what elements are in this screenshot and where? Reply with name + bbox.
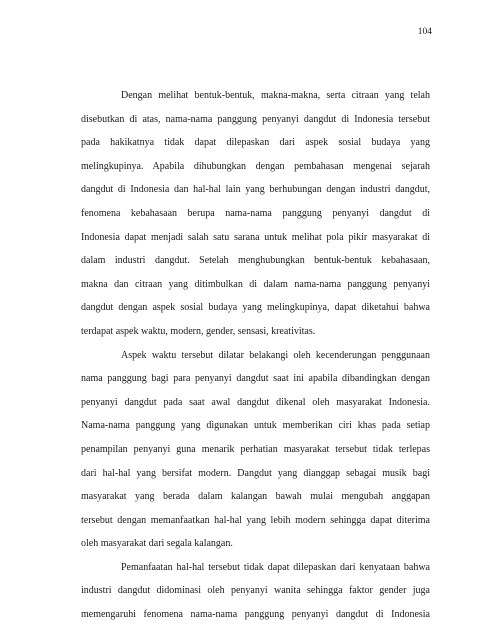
text-line: makna dan citraan yang ditimbulkan di dalam nama-nama panggung penyanyi [81, 278, 430, 290]
text-line: terdapat aspek waktu, modern, gender, sensasi, kreativitas. [81, 325, 316, 337]
text-line: penampilan penyanyi guna menarik perhatian masyarakat tersebut tidak terlepas [81, 443, 430, 455]
text-line: pada hakikatnya tidak dapat dilepaskan dari aspek sosial budaya yang [81, 137, 430, 149]
text-line: industri dangdut didominasi oleh penyanyi wanita sehingga faktor gender juga [81, 585, 430, 597]
text-line: Indonesia dapat menjadi salah satu sarana untuk melihat pola pikir masyarakat di [81, 231, 430, 243]
text-line: dangdut di Indonesia dan hal-hal lain yang berhubungan dengan industri dangdut, [81, 184, 430, 196]
text-line: Pemanfaatan hal-hal tersebut tidak dapat dilepaskan dari kenyataan bahwa [121, 561, 430, 573]
text-line: penyanyi dangdut pada saat awal dangdut dikenal oleh masyarakat Indonesia. [81, 396, 430, 408]
text-line: nama panggung bagi para penyanyi dangdut saat ini apabila dibandingkan dengan [81, 373, 430, 385]
text-line: dalam industri dangdut. Setelah menghubungkan bentuk-bentuk kebahasaan, [81, 255, 430, 267]
page-number: 104 [417, 27, 432, 37]
text-line: dari hal-hal yang bersifat modern. Dangdut yang dianggap sebagai musik bagi [81, 467, 430, 479]
text-line: masyarakat yang berada dalam kalangan bawah mulai mengubah anggapan [81, 491, 430, 503]
text-line: melingkupinya. Apabila dihubungkan dengan pembahasan mengenai sejarah [81, 160, 430, 172]
text-line: Dengan melihat bentuk-bentuk, makna-makna, serta citraan yang telah [121, 90, 430, 101]
text-line: oleh masyarakat dari segala kalangan. [81, 538, 233, 550]
text-line: tersebut dengan memanfaatkan hal-hal yang lebih modern sehingga dapat diterima [81, 514, 430, 526]
text-line: Aspek waktu tersebut dilatar belakangi oleh kecenderungan penggunaan [121, 349, 430, 361]
text-line: fenomena kebahasaan berupa nama-nama panggung penyanyi dangdut di [81, 207, 430, 219]
text-line: memengaruhi fenomena nama-nama panggung penyanyi dangdut di Indonesia [81, 609, 430, 621]
text-line: Nama-nama panggung yang digunakan untuk memberikan ciri khas pada setiap [81, 420, 430, 432]
text-line: disebutkan di atas, nama-nama panggung penyanyi dangdut di Indonesia tersebut [81, 113, 430, 125]
body-text [81, 89, 430, 632]
text-line: dangdut dengan aspek sosial budaya yang melingkupinya, dapat diketahui bahwa [81, 302, 430, 314]
